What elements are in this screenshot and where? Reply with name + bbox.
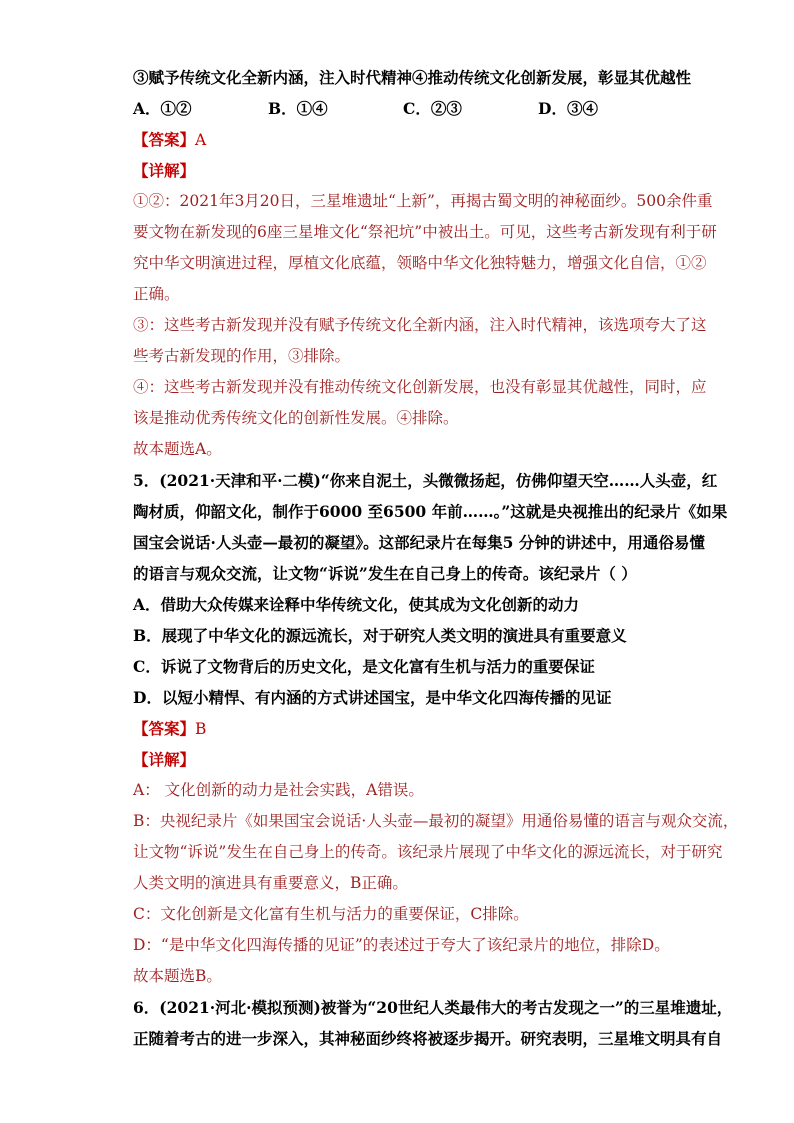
q4-options [133, 93, 673, 124]
document-page [133, 62, 739, 1054]
q5-explanation-line: D：“是中华文化四海传播的见证”的表述过于夸大了该纪录片的地位，排除D。 [133, 936, 670, 954]
q5-explanation-line: B：央视纪录片《如果国宝会说话·人头壶—最初的凝望》用通俗易懂的语言与观众交流， [133, 812, 739, 830]
q4-explanation-line: ③：这些考古新发现并没有赋予传统文化全新内涵，注入时代精神，该选项夸大了这 [133, 316, 707, 334]
q6-stem-line: 6．(2021·河北·模拟预测)被誉为“20世纪人类最伟大的考古发现之一”的三星堆遗址， [133, 998, 733, 1017]
q5-option-b: B．展现了中华文化的源远流长，对于研究人类文明的演进具有重要意义 [133, 626, 627, 645]
q4-explanation-line: 要文物在新发现的6座三星堆文化“祭祀坑”中被出土。可见，这些考古新发现有利于研 [133, 223, 717, 241]
q5-detail-tag: 【详解】 [133, 750, 196, 769]
q5-option-a: A．借助大众传媒来诠释中华传统文化，使其成为文化创新的动力 [133, 595, 580, 614]
q5-answer-value: B [195, 720, 207, 738]
q4-explanation-line: 究中华文明演进过程，厚植文化底蕴，领略中华文化独特魅力，增强文化自信，①② [133, 254, 707, 272]
q5-explanation-line: A： 文化创新的动力是社会实践，A错误。 [133, 781, 424, 799]
q4-detail-tag: 【详解】 [133, 161, 196, 180]
q4-answer-value: A [195, 131, 207, 149]
q5-explanation-line: 让文物“诉说”发生在自己身上的传奇。该纪录片展现了中华文化的源远流长，对于研究 [133, 843, 723, 861]
q4-answer-line [133, 124, 673, 155]
q5-explanation-line: C：文化创新是文化富有生机与活力的重要保证，C排除。 [133, 905, 529, 923]
q5-answer-tag: 【答案】 [133, 719, 196, 738]
q4-option-c: C．②③ [403, 99, 462, 118]
q5-stem-line: 5．(2021·天津和平·二模)“你来自泥土，头微微扬起，仿佛仰望天空……人头壶，红 [133, 471, 718, 490]
q5-answer-line [133, 713, 673, 744]
q4-option-b: B．①④ [268, 99, 328, 118]
q4-option-d: D．③④ [538, 99, 598, 118]
q5-explanation-line: 人类文明的演进具有重要意义，B正确。 [133, 874, 408, 892]
q4-explanation-line: ①②：2021年3月20日，三星堆遗址“上新”，再揭古蜀文明的神秘面纱。500余件重 [133, 192, 713, 210]
q5-stem-line: 陶材质，仰韶文化，制作于6000 至6500 年前……。”这就是央视推出的纪录片《如果 [133, 502, 728, 521]
q4-explanation-line: 该是推动优秀传统文化的创新性发展。④排除。 [133, 409, 459, 427]
q5-option-c: C．诉说了文物背后的历史文化，是文化富有生机与活力的重要保证 [133, 657, 595, 676]
q4-explanation-line: 正确。 [133, 285, 180, 303]
q6-stem-line: 正随着考古的进一步深入，其神秘面纱终将被逐步揭开。研究表明，三星堆文明具有自 [133, 1029, 723, 1048]
q5-stem-line: 的语言与观众交流，让文物“诉说”发生在自己身上的传奇。该纪录片（ ） [133, 564, 637, 583]
q4-option-a: A．①② [133, 99, 192, 118]
q5-conclusion: 故本题选B。 [133, 967, 222, 985]
q4-stem-line: ③赋予传统文化全新内涵，注入时代精神④推动传统文化创新发展，彰显其优越性 [133, 68, 692, 87]
q5-stem-line: 国宝会说话·人头壶—最初的凝望》。这部纪录片在每集5 分钟的讲述中，用通俗易懂 [133, 533, 705, 552]
q4-conclusion: 故本题选A。 [133, 440, 222, 458]
q5-option-d: D．以短小精悍、有内涵的方式讲述国宝，是中华文化四海传播的见证 [133, 688, 612, 707]
q4-explanation-line: 些考古新发现的作用，③排除。 [133, 347, 351, 365]
q4-answer-tag: 【答案】 [133, 130, 196, 149]
q4-explanation-line: ④：这些考古新发现并没有推动传统文化创新发展，也没有彰显其优越性，同时，应 [133, 378, 707, 396]
